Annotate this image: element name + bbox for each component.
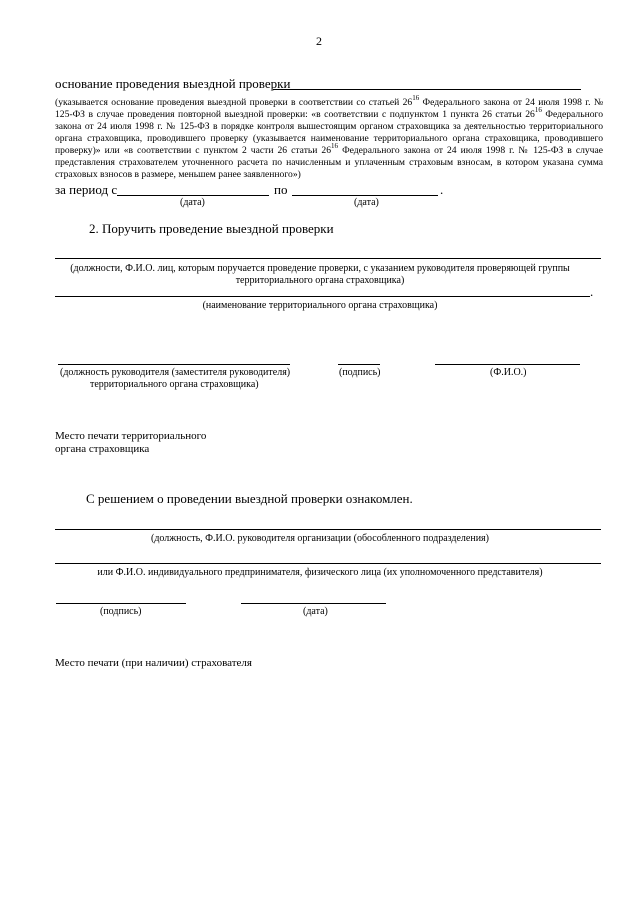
stamp-territorial-line2: органа страховщика	[55, 443, 150, 455]
org-end-mark: .	[590, 284, 594, 299]
period-end-mark: .	[440, 182, 444, 197]
period-to-line	[292, 195, 438, 196]
name-caption: (Ф.И.О.)	[490, 367, 527, 378]
basis-note	[55, 93, 603, 181]
page-number: 2	[316, 34, 322, 48]
basis-note-text-2: Федерального закона от 24 июля 1998 г. № 125-ФЗ в случае проведения повторной выездной проверки: «в соответствии с подпунктом 1 пункта 26 статьи 26	[55, 97, 603, 120]
head-caption: (должность, Ф.И.О. руководителя организации (обособленного подразделения)	[151, 533, 489, 544]
date-caption-to: (дата)	[354, 197, 379, 208]
period-from-label: за период с	[55, 182, 118, 197]
signature-caption: (подпись)	[339, 367, 381, 378]
org-caption: (наименование территориального органа страховщика)	[202, 300, 438, 311]
basis-note-text-4: Федерального закона от 24 июля 1998 г. № 125-ФЗ в случае представления страхователем уточненного расчета по начисленным и уплаченным страховым взносам, в котором указана сумма страховых взносов в размере, меньшем ранее заявленного»)	[55, 145, 603, 180]
section2-title: 2. Поручить проведение выездной проверки	[89, 221, 334, 236]
or-fill-line	[55, 563, 601, 564]
persons-fill-line	[55, 258, 601, 259]
basis-fill-line	[273, 89, 581, 90]
date-caption-from: (дата)	[180, 197, 205, 208]
period-to-label: по	[274, 182, 288, 197]
basis-note-sup-1: 16	[412, 93, 420, 102]
or-caption: или Ф.И.О. индивидуального предпринимателя, физического лица (их уполномоченного представителя)	[97, 567, 543, 578]
head-fill-line	[55, 529, 601, 530]
basis-note-text-3: Федерального закона от 24 июля 1998 г. № 125-ФЗ в порядке контроля вышестоящим органом страховщика за деятельностью территориального органа страховщика, проводившего проверку (указывается наименование территориального органа страховщика, проводившего проверку)» или «в соответствии с пунктом 2 части 26 статьи 26	[55, 109, 603, 156]
position-caption-1: (должность руководителя (заместителя руководителя)	[60, 367, 291, 378]
basis-note-text-1: (указывается основание проведения выездной проверки в соответствии со статьей 26	[55, 97, 413, 108]
basis-label: основание проведения выездной проверки	[55, 76, 291, 91]
insured-date-caption: (дата)	[303, 606, 328, 617]
insured-signature-line	[56, 603, 186, 604]
position-caption-2: территориального органа страховщика)	[90, 379, 259, 390]
persons-caption-1: (должности, Ф.И.О. лиц, которым поручается проведение проверки, с указанием руководителя проверяющей группы	[70, 263, 570, 274]
insured-signature-caption: (подпись)	[100, 606, 142, 617]
stamp-territorial-line1: Место печати территориального	[55, 430, 207, 442]
persons-caption-2: территориального органа страховщика)	[235, 275, 405, 286]
basis-note-sup-2: 16	[534, 105, 542, 114]
stamp-insured: Место печати (при наличии) страхователя	[55, 657, 252, 669]
position-line	[58, 364, 290, 365]
acquainted-title: С решением о проведении выездной проверки ознакомлен.	[86, 491, 413, 506]
signature-line	[338, 364, 380, 365]
period-from-line	[117, 195, 269, 196]
name-line	[435, 364, 580, 365]
insured-date-line	[241, 603, 386, 604]
basis-note-sup-3: 16	[331, 141, 339, 150]
org-fill-line	[55, 296, 590, 297]
